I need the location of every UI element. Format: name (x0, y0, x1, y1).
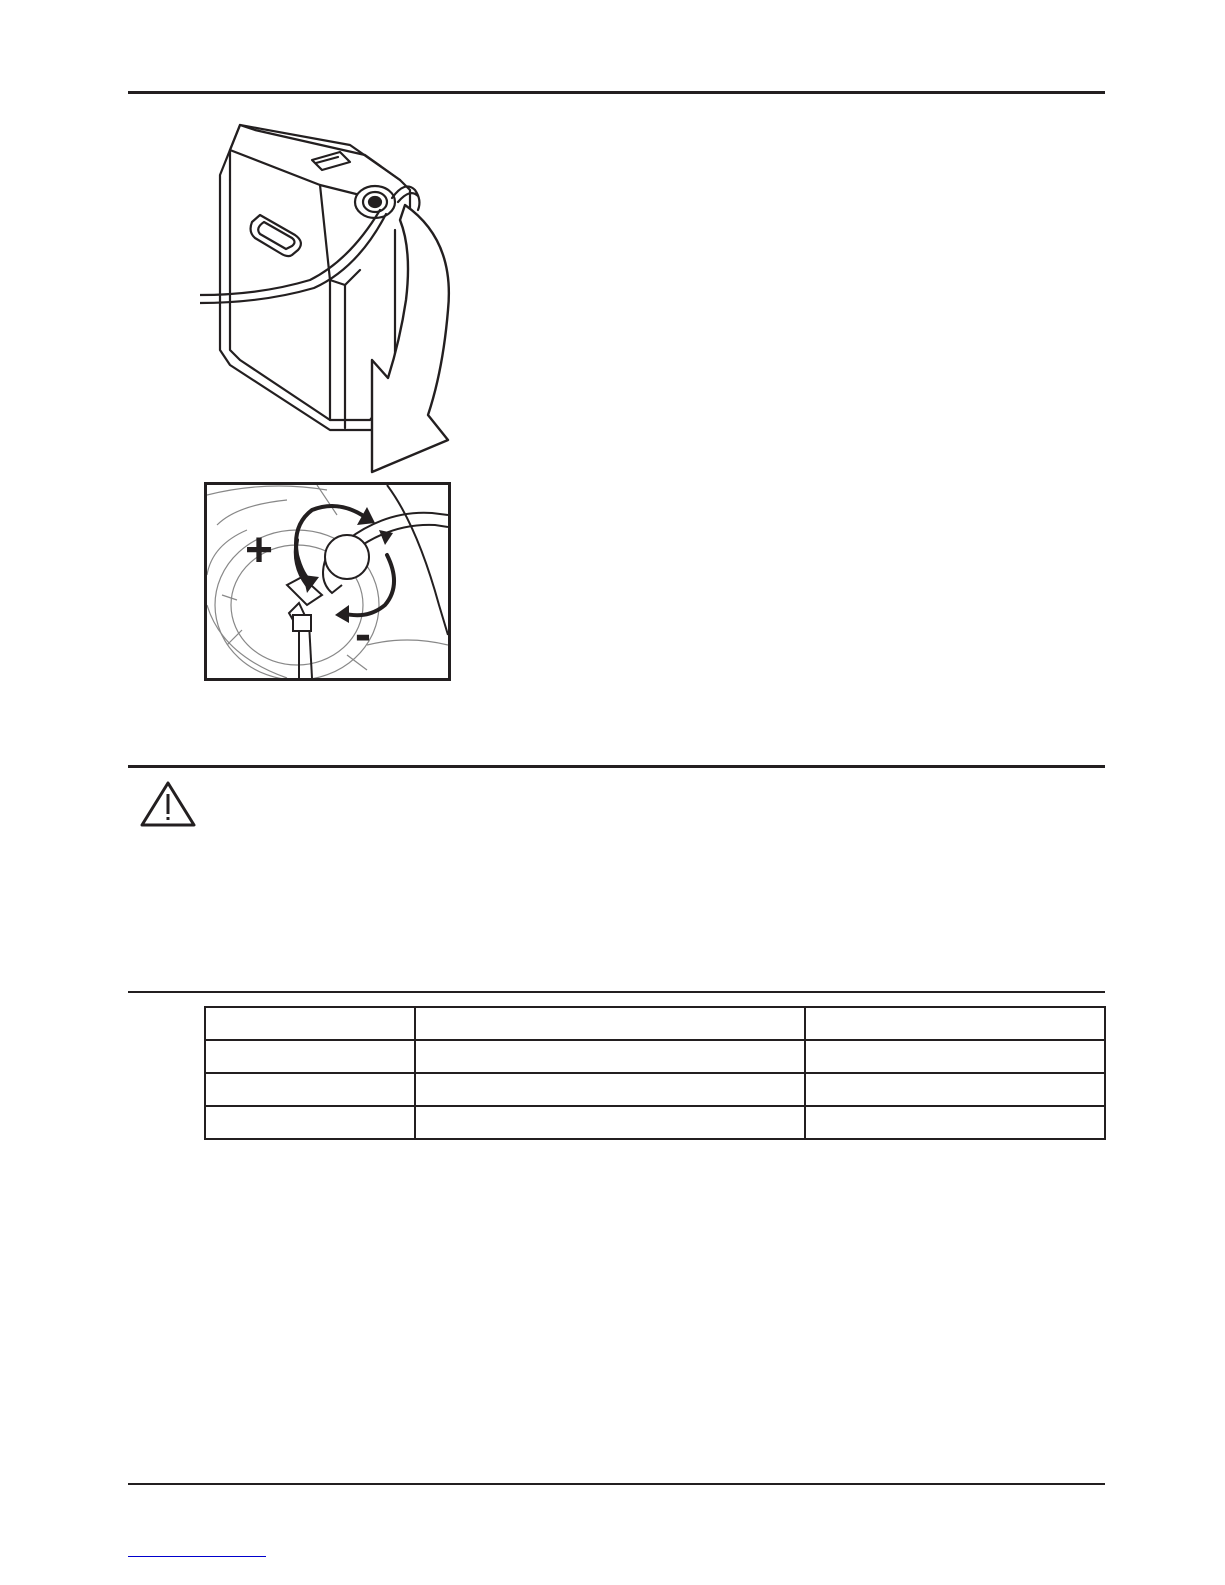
cap-detail-panel (204, 482, 451, 681)
warning-triangle-icon (139, 780, 197, 828)
footer-rule (128, 1483, 1105, 1485)
minus-sign: - (355, 608, 371, 661)
table-cell (205, 1040, 415, 1073)
table-cell (805, 1073, 1105, 1106)
table-cell (805, 1040, 1105, 1073)
header-rule (128, 91, 1105, 94)
table-cell (805, 1106, 1105, 1139)
table-cell (415, 1106, 805, 1139)
table-row (205, 1106, 1105, 1139)
table-cell (805, 1007, 1105, 1040)
cap-rotation-detail (207, 485, 448, 678)
footer-link-underline[interactable] (128, 1556, 266, 1557)
table-row (205, 1007, 1105, 1040)
table-row (205, 1073, 1105, 1106)
table-row (205, 1040, 1105, 1073)
table-cell (205, 1073, 415, 1106)
fuel-canister-illustration (200, 110, 460, 480)
table-cell (415, 1073, 805, 1106)
spec-table (204, 1006, 1106, 1140)
table-cell (415, 1007, 805, 1040)
section-rule (128, 765, 1105, 768)
table-section-rule (128, 991, 1105, 993)
table-cell (205, 1007, 415, 1040)
table-cell (415, 1040, 805, 1073)
plus-sign: + (245, 524, 274, 577)
table-cell (205, 1106, 415, 1139)
